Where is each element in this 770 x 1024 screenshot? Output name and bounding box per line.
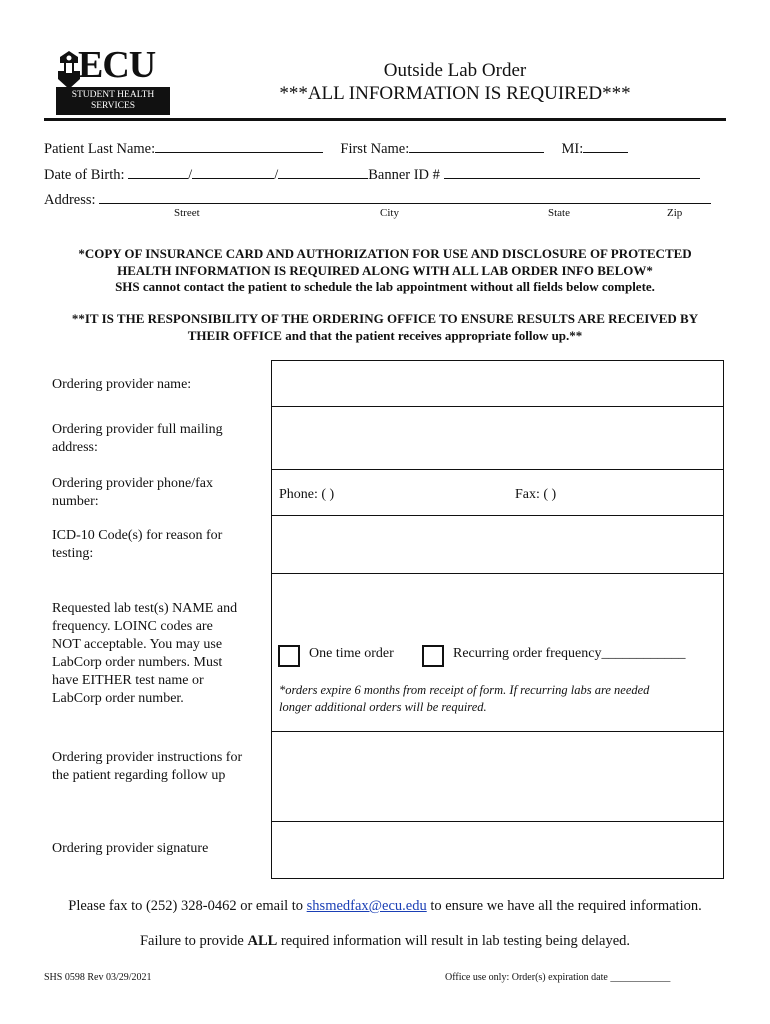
- first-name-label: First Name:: [340, 141, 410, 157]
- fax-instructions: [20, 898, 750, 915]
- provider-signature-label: Ordering provider signature: [52, 841, 209, 856]
- order-expiration-note-line1: *orders expire 6 months from receipt of form. If recurring labs are needed: [279, 683, 650, 697]
- dob-banner-row: [44, 164, 734, 184]
- recurring-order-label: Recurring order frequency____________: [453, 646, 686, 661]
- street-caption: Street: [174, 207, 200, 219]
- fax-instructions-pre: Please fax to (252) 328-0462 or email to: [68, 898, 307, 914]
- provider-name-field[interactable]: [271, 360, 724, 406]
- logo-wordmark: ECU: [78, 44, 156, 86]
- recurring-order-checkbox[interactable]: [422, 645, 444, 667]
- address-row: [44, 189, 734, 209]
- lab-tests-label: [52, 600, 237, 708]
- dob-label: Date of Birth:: [44, 167, 125, 183]
- banner-id-label: Banner ID #: [368, 167, 440, 183]
- lab-tests-label-line5: have EITHER test name or: [52, 673, 204, 688]
- logo-subtitle-line2: SERVICES: [90, 101, 136, 111]
- delay-warning-post: required information will result in lab testing being delayed.: [277, 933, 631, 949]
- form-subtitle: ***ALL INFORMATION IS REQUIRED***: [279, 83, 631, 104]
- provider-address-label-line1: Ordering provider full mailing: [52, 422, 223, 437]
- ecu-student-health-logo: [52, 44, 174, 117]
- form-title: Outside Lab Order: [383, 60, 527, 81]
- one-time-order-checkbox[interactable]: [278, 645, 300, 667]
- form-revision: SHS 0598 Rev 03/29/2021: [44, 972, 152, 983]
- mi-label: MI:: [561, 141, 584, 157]
- address-field[interactable]: [99, 189, 711, 204]
- delay-warning-pre: Failure to provide: [139, 933, 248, 949]
- icd10-label-line2: testing:: [52, 546, 94, 561]
- provider-address-label-line2: address:: [52, 440, 98, 455]
- lab-tests-label-line3: NOT acceptable. You may use: [52, 637, 223, 652]
- provider-signature-field[interactable]: [271, 821, 724, 879]
- header-rule: [44, 118, 726, 121]
- phone-field[interactable]: Phone: ( ): [279, 487, 335, 502]
- provider-name-label: Ordering provider name:: [52, 377, 192, 392]
- delay-warning: [20, 933, 750, 950]
- fax-instructions-post: to ensure we have all the required information.: [426, 898, 702, 914]
- last-name-label: Patient Last Name:: [44, 141, 156, 157]
- state-caption: State: [548, 207, 570, 219]
- last-name-field[interactable]: [155, 138, 323, 153]
- dob-separator-2: /: [274, 167, 279, 183]
- order-expiration-note: [279, 682, 649, 716]
- zip-caption: Zip: [667, 207, 683, 219]
- dob-separator-1: /: [188, 167, 193, 183]
- follow-up-instructions-label-line2: the patient regarding follow up: [52, 768, 226, 783]
- dob-day-field[interactable]: [192, 164, 274, 179]
- lab-tests-label-line6: LabCorp order number.: [52, 691, 184, 706]
- mi-field[interactable]: [583, 138, 628, 153]
- logo-subtitle-line1: STUDENT HEALTH: [71, 90, 155, 100]
- responsibility-notice-line1: **IT IS THE RESPONSIBILITY OF THE ORDERING OFFICE TO ENSURE RESULTS ARE RECEIVED BY: [71, 311, 699, 326]
- follow-up-instructions-field[interactable]: [271, 731, 724, 821]
- provider-phone-fax-label-line2: number:: [52, 494, 99, 509]
- insurance-notice-line2: HEALTH INFORMATION IS REQUIRED ALONG WITH ALL LAB ORDER INFO BELOW*: [117, 262, 653, 278]
- order-expiration-note-line2: longer additional orders will be required.: [279, 700, 487, 714]
- delay-warning-emphasis: ALL: [247, 933, 278, 949]
- provider-phone-fax-label-line1: Ordering provider phone/fax: [52, 476, 213, 491]
- provider-address-field[interactable]: [271, 406, 724, 469]
- provider-address-label: [52, 421, 223, 457]
- provider-phone-fax-label: [52, 475, 213, 511]
- lab-tests-label-line1: Requested lab test(s) NAME and: [52, 601, 238, 616]
- follow-up-instructions-label-line1: Ordering provider instructions for: [52, 750, 243, 765]
- patient-name-row: [44, 138, 734, 158]
- office-use-expiration: Office use only: Order(s) expiration date ____________: [445, 972, 671, 983]
- insurance-notice: [30, 246, 740, 296]
- provider-phone-fax-field: [271, 469, 724, 515]
- provider-info-table: [44, 360, 726, 879]
- address-label: Address:: [44, 192, 96, 208]
- responsibility-notice: [30, 311, 740, 344]
- first-name-field[interactable]: [409, 138, 544, 153]
- city-caption: City: [380, 207, 399, 219]
- responsibility-notice-line2: THEIR OFFICE and that the patient receives appropriate follow up.**: [187, 327, 583, 343]
- banner-id-field[interactable]: [444, 164, 700, 179]
- email-link[interactable]: shsmedfax@ecu.edu: [306, 898, 427, 914]
- icd10-field[interactable]: [271, 515, 724, 573]
- lab-tests-field[interactable]: [271, 573, 724, 731]
- dob-year-field[interactable]: [278, 164, 368, 179]
- fax-field[interactable]: Fax: ( ): [515, 487, 557, 502]
- lab-tests-label-line4: LabCorp order numbers. Must: [52, 655, 223, 670]
- lab-tests-label-line2: frequency. LOINC codes are: [52, 619, 213, 634]
- insurance-notice-line3: SHS cannot contact the patient to schedule the lab appointment without all fields below complete.: [115, 279, 655, 294]
- insurance-notice-line1: *COPY OF INSURANCE CARD AND AUTHORIZATION FOR USE AND DISCLOSURE OF PROTECTED: [78, 246, 692, 261]
- dob-month-field[interactable]: [128, 164, 188, 179]
- icd10-label-line1: ICD-10 Code(s) for reason for: [52, 528, 223, 543]
- one-time-order-label: One time order: [309, 646, 394, 661]
- logo-subtitle-band: [56, 87, 170, 115]
- follow-up-instructions-label: [52, 749, 242, 785]
- icd10-label: [52, 527, 222, 563]
